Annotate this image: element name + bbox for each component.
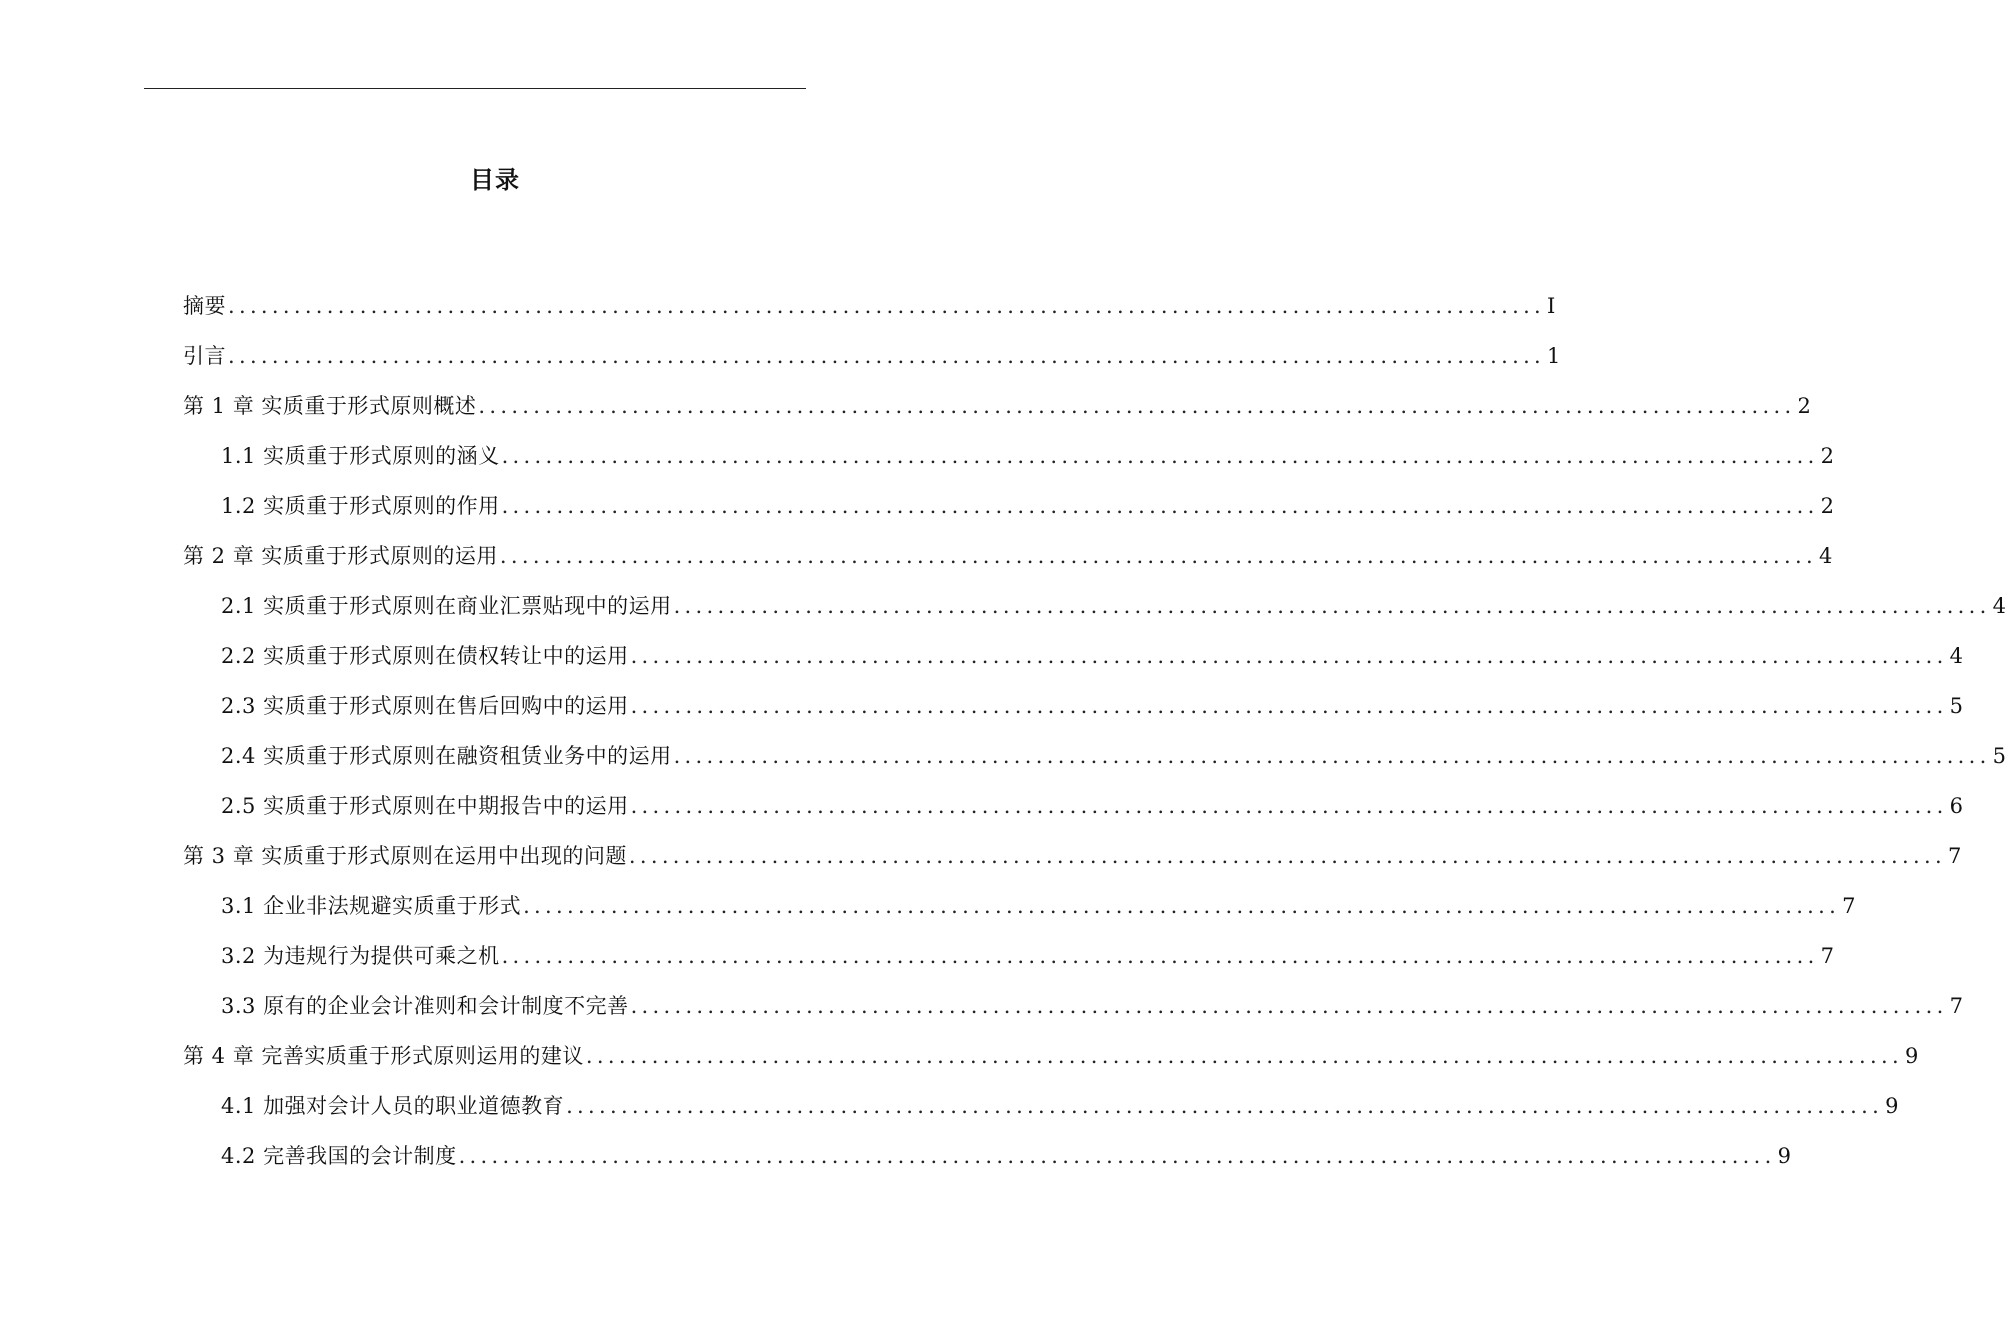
toc-page-number: 2 [1820,494,1834,518]
toc-chapter-entry[interactable] [183,837,1962,887]
toc-section-entry[interactable] [183,487,1834,537]
toc-dot-leader: ........................................................................................................................ [523,894,1841,918]
toc-entry-label: 3.2 为违规行为提供可乘之机 [221,944,500,968]
toc-page-number: 2 [1797,394,1811,418]
toc-dot-leader: ........................................................................................................................ [673,594,1991,618]
toc-entry-label: 引言 [183,344,226,368]
toc-chapter-entry[interactable] [183,387,1811,437]
toc-page-number: 2 [1820,444,1834,468]
toc-entry-label: 2.1 实质重于形式原则在商业汇票贴现中的运用 [221,594,672,618]
toc-entry-label: 第 3 章 实质重于形式原则在运用中出现的问题 [183,844,627,868]
toc-page-number: I [1547,294,1556,318]
toc-page-number: 1 [1547,344,1561,368]
toc-entry-label: 2.5 实质重于形式原则在中期报告中的运用 [221,794,629,818]
toc-chapter-entry[interactable] [183,1037,1919,1087]
toc-entry-label: 2.3 实质重于形式原则在售后回购中的运用 [221,694,629,718]
toc-section-entry[interactable] [183,687,1963,737]
toc-section-entry[interactable] [183,937,1834,987]
toc-entry-label: 3.1 企业非法规避实质重于形式 [221,894,522,918]
toc-dot-leader: ........................................................................................................................ [630,794,1948,818]
toc-chapter-entry[interactable] [183,337,1561,387]
toc-section-entry[interactable] [183,737,2006,787]
toc-dot-leader: ........................................................................................................................ [628,844,1946,868]
toc-dot-leader: ........................................................................................................................ [501,944,1819,968]
toc-section-entry[interactable] [183,1087,1899,1137]
toc-entry-label: 2.2 实质重于形式原则在债权转让中的运用 [221,644,629,668]
toc-entry-label: 1.1 实质重于形式原则的涵义 [221,444,500,468]
toc-dot-leader: ........................................................................................................................ [673,744,1991,768]
toc-page-number: 9 [1885,1094,1899,1118]
toc-entry-label: 第 2 章 实质重于形式原则的运用 [183,544,498,568]
toc-page-number: 9 [1777,1144,1791,1168]
toc-entry-label: 4.2 完善我国的会计制度 [221,1144,457,1168]
toc-dot-leader: ........................................................................................................................ [478,394,1796,418]
toc-section-entry[interactable] [183,887,1856,937]
toc-entry-label: 1.2 实质重于形式原则的作用 [221,494,500,518]
toc-chapter-entry[interactable] [183,537,1833,587]
table-of-contents [183,287,2006,1187]
toc-dot-leader: ........................................................................................................................ [630,694,1948,718]
toc-dot-leader: ........................................................................................................................ [501,444,1819,468]
toc-dot-leader: ........................................................................................................................ [501,494,1819,518]
toc-entry-label: 第 4 章 完善实质重于形式原则运用的建议 [183,1044,584,1068]
toc-dot-leader: ........................................................................................................................ [630,994,1948,1018]
header-rule [144,88,806,89]
toc-dot-leader: ........................................................................................................................ [458,1144,1776,1168]
toc-page-number: 4 [1992,594,2006,618]
toc-section-entry[interactable] [183,987,1963,1037]
toc-dot-leader: ........................................................................................................................ [630,644,1948,668]
toc-section-entry[interactable] [183,587,2006,637]
toc-page-number: 7 [1947,844,1962,868]
toc-section-entry[interactable] [183,437,1834,487]
toc-page-number: 7 [1820,944,1834,968]
toc-page-number: 6 [1949,794,1963,818]
toc-dot-leader: ........................................................................................................................ [499,544,1817,568]
toc-chapter-entry[interactable] [183,287,1556,337]
toc-page-number: 7 [1949,994,1963,1018]
toc-dot-leader: ........................................................................................................................ [228,344,1546,368]
toc-entry-label: 2.4 实质重于形式原则在融资租赁业务中的运用 [221,744,672,768]
toc-entry-label: 第 1 章 实质重于形式原则概述 [183,394,477,418]
toc-page-number: 4 [1818,544,1833,568]
toc-dot-leader: ........................................................................................................................ [228,294,1546,318]
toc-page-number: 5 [1992,744,2006,768]
toc-dot-leader: ........................................................................................................................ [585,1044,1903,1068]
toc-page-number: 5 [1949,694,1963,718]
toc-dot-leader: ........................................................................................................................ [566,1094,1884,1118]
toc-section-entry[interactable] [183,637,1963,687]
toc-page-number: 7 [1842,894,1856,918]
page-title: 目录 [470,166,520,194]
toc-entry-label: 4.1 加强对会计人员的职业道德教育 [221,1094,565,1118]
toc-page-number: 4 [1949,644,1963,668]
toc-page-number: 9 [1904,1044,1919,1068]
toc-section-entry[interactable] [183,787,1963,837]
toc-entry-label: 摘要 [183,294,226,318]
toc-section-entry[interactable] [183,1137,1791,1187]
toc-entry-label: 3.3 原有的企业会计准则和会计制度不完善 [221,994,629,1018]
